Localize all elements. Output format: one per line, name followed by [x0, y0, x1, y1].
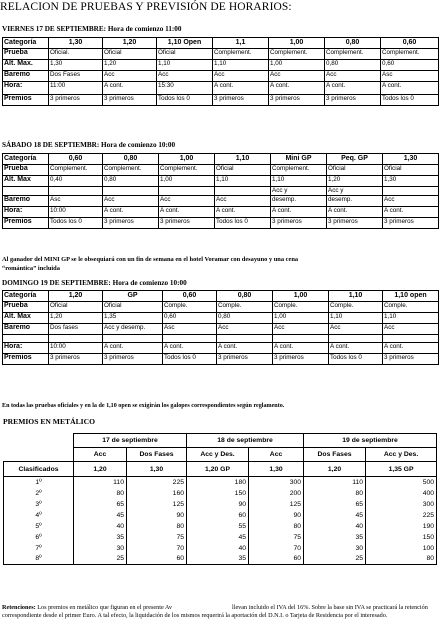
table-cell: A cont.	[217, 343, 273, 354]
row-label: Hora:	[3, 207, 49, 218]
table-cell: 1,10	[383, 313, 439, 324]
table-cell: Complement.	[381, 49, 439, 60]
subheads-row	[4, 448, 437, 462]
day-heading-saturday: SÁBADO 18 DE SEPTIEMBR: Hora de comienzo 10:00	[2, 141, 176, 149]
table-cell: 3 primeros	[159, 218, 215, 229]
height-cell: 1,20 GP	[187, 462, 249, 477]
subhead-cell: Acc y Des.	[187, 448, 249, 462]
table-cell: 3 primeros	[383, 354, 439, 365]
prize-cell: 60	[127, 554, 187, 565]
row-label: Premios	[3, 95, 49, 106]
prize-cell: 75	[127, 532, 187, 543]
table-cell	[329, 335, 383, 343]
table-cell: Asc	[49, 196, 103, 207]
category-cell: 1,30	[383, 154, 439, 165]
table-cell	[383, 335, 439, 343]
row-label: Hora:	[3, 82, 49, 95]
prize-cell: 45	[74, 510, 127, 521]
prize-cell: 40	[187, 543, 249, 554]
table-cell: 1,10	[213, 60, 269, 71]
table-cell: A cont.	[159, 207, 215, 218]
table-row	[4, 554, 437, 565]
prize-cell: 90	[187, 499, 249, 510]
prize-cell: 25	[74, 554, 127, 565]
place-cell: 3º	[4, 499, 74, 510]
table-cell: Oficial	[157, 49, 213, 60]
table-row	[3, 354, 439, 365]
prize-cell: 100	[366, 543, 437, 554]
table-cell: Acc	[213, 71, 269, 82]
category-cell: 0,60	[163, 291, 217, 302]
category-cell: 0,80	[217, 291, 273, 302]
row-label: Prueba	[3, 165, 49, 176]
table-row	[3, 71, 439, 82]
prize-cell: 35	[74, 532, 127, 543]
table-cell: A cont.	[381, 82, 439, 95]
row-label: Alt. Max.	[3, 60, 49, 71]
table-row	[4, 477, 437, 488]
prize-cell: 200	[249, 488, 304, 499]
table-cell	[49, 335, 103, 343]
table-row	[3, 302, 439, 313]
table-cell: A cont.	[103, 207, 159, 218]
subhead-cell: Dos Fases	[304, 448, 366, 462]
table-cell: Acc	[157, 71, 213, 82]
table-cell: Todos los 0	[49, 218, 103, 229]
table-row	[3, 176, 439, 187]
table-cell: Acc	[215, 196, 271, 207]
table-row	[4, 521, 437, 532]
table-cell: Acc y	[271, 187, 327, 196]
prize-cell: 190	[366, 521, 437, 532]
table-cell: 1,00	[159, 176, 215, 187]
table-row	[3, 49, 439, 60]
table-cell: Oficial	[103, 302, 163, 313]
table-cell: 3 primeros	[103, 95, 157, 106]
table-cell: Oficial.	[49, 49, 103, 60]
prize-cell: 90	[127, 510, 187, 521]
table-cell: 3 primeros	[269, 95, 325, 106]
category-cell: Peq. GP	[327, 154, 383, 165]
subhead-cell: Acc y Des.	[366, 448, 437, 462]
row-label: Premios	[3, 218, 49, 229]
table-cell: Todos los 0	[157, 95, 213, 106]
table-cell: Comple.	[217, 302, 273, 313]
category-label: Categoría	[3, 38, 49, 49]
category-cell: 1,10 Open	[157, 38, 213, 49]
table-cell: 1,30	[49, 60, 103, 71]
prize-cell: 150	[187, 488, 249, 499]
table-cell: Dos fases	[49, 324, 103, 335]
prize-cell: 125	[127, 499, 187, 510]
category-label: Categoría	[3, 291, 49, 302]
schedule-table-saturday	[2, 153, 439, 229]
prize-cell: 70	[249, 543, 304, 554]
table-row	[3, 313, 439, 324]
table-row	[3, 207, 439, 218]
table-cell: A cont.	[325, 82, 381, 95]
table-cell: Todos los 0	[215, 218, 271, 229]
table-cell: 1,20	[103, 60, 157, 71]
prize-cell: 60	[187, 510, 249, 521]
prize-cell: 80	[74, 488, 127, 499]
row-label	[3, 335, 49, 343]
prizes-table	[3, 433, 437, 565]
table-row	[3, 165, 439, 176]
table-cell: Acc	[217, 324, 273, 335]
prize-cell: 30	[74, 543, 127, 554]
row-label	[3, 187, 49, 196]
category-cell: 1,00	[269, 38, 325, 49]
table-cell: Acc	[273, 324, 329, 335]
row-label: Baremo	[3, 196, 49, 207]
empty-cell	[4, 434, 74, 448]
table-cell	[103, 335, 163, 343]
table-cell: desemp.	[327, 196, 383, 207]
prize-cell: 40	[74, 521, 127, 532]
subhead-cell: Dos Fases	[127, 448, 187, 462]
table-cell	[273, 335, 329, 343]
date-header: 19 de septiembre	[304, 434, 437, 448]
table-cell: Todos los 0	[163, 354, 217, 365]
prize-cell: 55	[187, 521, 249, 532]
prize-cell: 80	[304, 488, 366, 499]
table-cell: Comple.	[163, 302, 217, 313]
prize-cell: 300	[249, 477, 304, 488]
mini-gp-note: Al ganador del MINI GP se le obsequiará con un fin de semana en el hotel Voramar con desayuno y una cena	[2, 256, 299, 263]
table-cell: 1,10	[215, 176, 271, 187]
table-cell	[215, 187, 271, 196]
table-cell: Acc	[103, 71, 157, 82]
table-cell: 11:00	[49, 82, 103, 95]
prize-cell: 60	[249, 554, 304, 565]
prize-cell: 80	[366, 554, 437, 565]
row-label: Prueba	[3, 302, 49, 313]
table-cell: 1,30	[383, 176, 439, 187]
table-cell: A cont.	[213, 82, 269, 95]
table-cell: 3 primeros	[325, 95, 381, 106]
table-cell: A cont.	[327, 207, 383, 218]
place-cell: 8º	[4, 554, 74, 565]
category-row	[3, 154, 439, 165]
table-cell: Acc y	[327, 187, 383, 196]
table-cell: Comple.	[383, 302, 439, 313]
prize-cell: 80	[127, 521, 187, 532]
category-cell: 0,80	[103, 154, 159, 165]
height-cell: 1,20	[74, 462, 127, 477]
table-cell: 15:30	[157, 82, 213, 95]
place-cell: 6º	[4, 532, 74, 543]
table-cell: Todos los 0	[381, 95, 439, 106]
table-cell: Complement.	[213, 49, 269, 60]
page-title: RELACION DE PRUEBAS Y PREVISIÓN DE HORARIOS:	[0, 1, 292, 13]
table-cell: Acc	[383, 324, 439, 335]
table-cell: A cont.	[329, 343, 383, 354]
table-row	[4, 499, 437, 510]
table-cell	[159, 187, 215, 196]
table-cell: 0,60	[381, 60, 439, 71]
table-cell: Acc	[103, 196, 159, 207]
height-cell: 1,30	[249, 462, 304, 477]
prize-cell: 225	[127, 477, 187, 488]
table-row	[3, 218, 439, 229]
date-header: 17 de septiembre	[74, 434, 187, 448]
category-row	[3, 291, 439, 302]
table-cell: 1,20	[327, 176, 383, 187]
prize-cell: 35	[304, 532, 366, 543]
prize-cell: 400	[366, 488, 437, 499]
table-cell: Complement.	[103, 165, 159, 176]
table-cell: Complement.	[271, 165, 327, 176]
table-cell: 0,80	[325, 60, 381, 71]
table-row	[3, 60, 439, 71]
table-cell: 3 primeros	[49, 354, 103, 365]
category-cell: 1,1	[213, 38, 269, 49]
table-cell	[163, 335, 217, 343]
table-cell: 3 primeros	[271, 218, 327, 229]
prize-cell: 80	[249, 521, 304, 532]
prize-cell: 65	[74, 499, 127, 510]
table-row	[3, 95, 439, 106]
table-cell: A cont.	[103, 343, 163, 354]
table-cell: 3 primeros	[273, 354, 329, 365]
class-label: Clasificados	[4, 462, 74, 477]
table-cell: A cont.	[215, 207, 271, 218]
table-cell: Asc	[381, 71, 439, 82]
height-cell: 1,20	[304, 462, 366, 477]
table-cell	[49, 187, 103, 196]
table-cell: A cont.	[273, 343, 329, 354]
row-label: Baremo	[3, 71, 49, 82]
table-cell: 3 primeros	[327, 218, 383, 229]
category-cell: 0,80	[325, 38, 381, 49]
place-cell: 4º	[4, 510, 74, 521]
table-cell: A cont.	[103, 82, 157, 95]
prize-cell: 500	[366, 477, 437, 488]
table-cell: Acc	[383, 196, 439, 207]
day-heading-sunday: DOMINGO 19 DE SEPTIEMBRE: Hora de comienzo 10:00	[2, 279, 187, 287]
table-cell: 1,00	[273, 313, 329, 324]
table-cell: 1,10	[329, 313, 383, 324]
table-row	[3, 335, 439, 343]
table-cell: Asc	[163, 324, 217, 335]
prize-cell: 45	[304, 510, 366, 521]
prize-cell: 30	[304, 543, 366, 554]
category-cell: 0,60	[49, 154, 103, 165]
category-cell: 1,30	[49, 38, 103, 49]
schedule-table-sunday	[2, 290, 439, 365]
table-cell: 0,60	[163, 313, 217, 324]
table-cell: Complement.	[49, 165, 103, 176]
table-cell: 0,40	[49, 176, 103, 187]
table-cell: 3 primeros	[217, 354, 273, 365]
prize-cell: 90	[249, 510, 304, 521]
prizes-title: PREMIOS EN METÁLICO	[3, 417, 95, 426]
mini-gp-note-cont: “romántica” incluida	[2, 265, 60, 272]
subhead-cell: Acc	[249, 448, 304, 462]
table-cell: A cont.	[163, 343, 217, 354]
table-cell	[103, 187, 159, 196]
table-cell: 1,10	[157, 60, 213, 71]
category-cell: 1,00	[159, 154, 215, 165]
table-cell: 1,35	[103, 313, 163, 324]
prize-cell: 70	[127, 543, 187, 554]
prize-cell: 25	[304, 554, 366, 565]
row-label: Alt. Max	[3, 176, 49, 187]
table-cell: 3 primeros	[383, 218, 439, 229]
table-cell	[217, 335, 273, 343]
category-cell: GP	[103, 291, 163, 302]
table-cell	[383, 187, 439, 196]
prize-cell: 75	[249, 532, 304, 543]
table-cell: Acc	[325, 71, 381, 82]
category-cell: 1,10	[329, 291, 383, 302]
table-cell: 0,80	[217, 313, 273, 324]
table-cell: Acc y desemp.	[103, 324, 163, 335]
category-row	[3, 38, 439, 49]
table-cell: 3 primeros	[49, 95, 103, 106]
prize-cell: 150	[366, 532, 437, 543]
table-cell: 1,00	[269, 60, 325, 71]
category-cell: 1,20	[103, 38, 157, 49]
table-cell: Comple.	[329, 302, 383, 313]
prize-cell: 110	[304, 477, 366, 488]
place-cell: 7º	[4, 543, 74, 554]
dates-row	[4, 434, 437, 448]
place-cell: 2º	[4, 488, 74, 499]
table-cell: A cont.	[383, 343, 439, 354]
category-cell: 0,60	[381, 38, 439, 49]
category-label: Categoría	[3, 154, 49, 165]
schedule-table-friday	[2, 37, 439, 106]
category-cell: 1,10 open	[383, 291, 439, 302]
table-cell: 1,20	[49, 313, 103, 324]
table-cell: Oficial	[383, 165, 439, 176]
table-cell: Complement.	[325, 49, 381, 60]
table-cell: Oficial	[215, 165, 271, 176]
prize-cell: 180	[187, 477, 249, 488]
footer-text-1: Los premios en metálico que figuran en el presente Av	[35, 604, 172, 611]
row-label: Prueba	[3, 49, 49, 60]
table-cell: Complement.	[269, 49, 325, 60]
table-cell: Dos Fases	[49, 71, 103, 82]
table-row	[4, 532, 437, 543]
table-row	[3, 82, 439, 95]
footer-retenciones	[2, 604, 438, 620]
heights-row	[4, 462, 437, 477]
table-cell: Comple.	[273, 302, 329, 313]
footer-bold: Retenciones:	[2, 604, 36, 611]
row-label: Hora:	[3, 343, 49, 354]
day-heading-friday: VIERNES 17 DE SEPTIEMBRE: Hora de comienzo 11:00	[2, 25, 182, 33]
table-cell: Acc	[329, 324, 383, 335]
subhead-cell: Acc	[74, 448, 127, 462]
galopes-note: En todas las pruebas oficiales y en la de 1,10 open se exigirán los galopes correspondientes según reglamento.	[2, 403, 285, 409]
empty-cell	[4, 448, 74, 462]
prize-cell: 110	[74, 477, 127, 488]
table-row	[3, 196, 439, 207]
prize-cell: 35	[187, 554, 249, 565]
table-row	[3, 324, 439, 335]
category-cell: 1,10	[215, 154, 271, 165]
table-cell: Oficial	[103, 49, 157, 60]
table-cell: Todos los 0	[329, 354, 383, 365]
footer-text-2: llevan incluido el IVA del 16%. Sobre la base sin IVA se practicará la retención correspondiente desde el primer Euro. A tal efecto, la liquidación de los mismos requerirá la aportación del D.N.I. o Tarjeta de Residencia por el interesado.	[2, 604, 428, 620]
prize-cell: 65	[304, 499, 366, 510]
row-label: Baremo	[3, 324, 49, 335]
table-cell: 3 primeros	[103, 354, 163, 365]
table-cell: 0,80	[103, 176, 159, 187]
prize-cell: 125	[249, 499, 304, 510]
table-cell: 1,10	[271, 176, 327, 187]
table-row	[4, 488, 437, 499]
category-cell: Mini GP	[271, 154, 327, 165]
table-cell: desemp.	[271, 196, 327, 207]
date-header: 18 de septiembre	[187, 434, 304, 448]
table-cell: Complement.	[159, 165, 215, 176]
prize-rows	[4, 477, 437, 565]
prize-cell: 45	[187, 532, 249, 543]
table-cell: 10:00	[49, 343, 103, 354]
table-cell: Oficial	[327, 165, 383, 176]
table-cell: A cont.	[271, 207, 327, 218]
row-label: Alt. Max	[3, 313, 49, 324]
table-cell: A cont.	[269, 82, 325, 95]
table-row	[3, 343, 439, 354]
table-row	[4, 510, 437, 521]
prize-cell: 160	[127, 488, 187, 499]
table-cell: 3 primeros	[213, 95, 269, 106]
place-cell: 5º	[4, 521, 74, 532]
table-row	[4, 543, 437, 554]
row-label: Premios	[3, 354, 49, 365]
category-cell: 1,20	[49, 291, 103, 302]
table-cell: 3 primeros	[103, 218, 159, 229]
table-cell: A cont.	[383, 207, 439, 218]
table-cell: Acc	[159, 196, 215, 207]
table-cell: Acc	[269, 71, 325, 82]
category-cell: 1,00	[273, 291, 329, 302]
prize-cell: 40	[304, 521, 366, 532]
table-row	[3, 187, 439, 196]
place-cell: 1º	[4, 477, 74, 488]
table-cell: Oficial	[49, 302, 103, 313]
height-cell: 1,30	[127, 462, 187, 477]
prize-cell: 225	[366, 510, 437, 521]
prize-cell: 300	[366, 499, 437, 510]
height-cell: 1,35 GP	[366, 462, 437, 477]
table-cell: 10:00	[49, 207, 103, 218]
